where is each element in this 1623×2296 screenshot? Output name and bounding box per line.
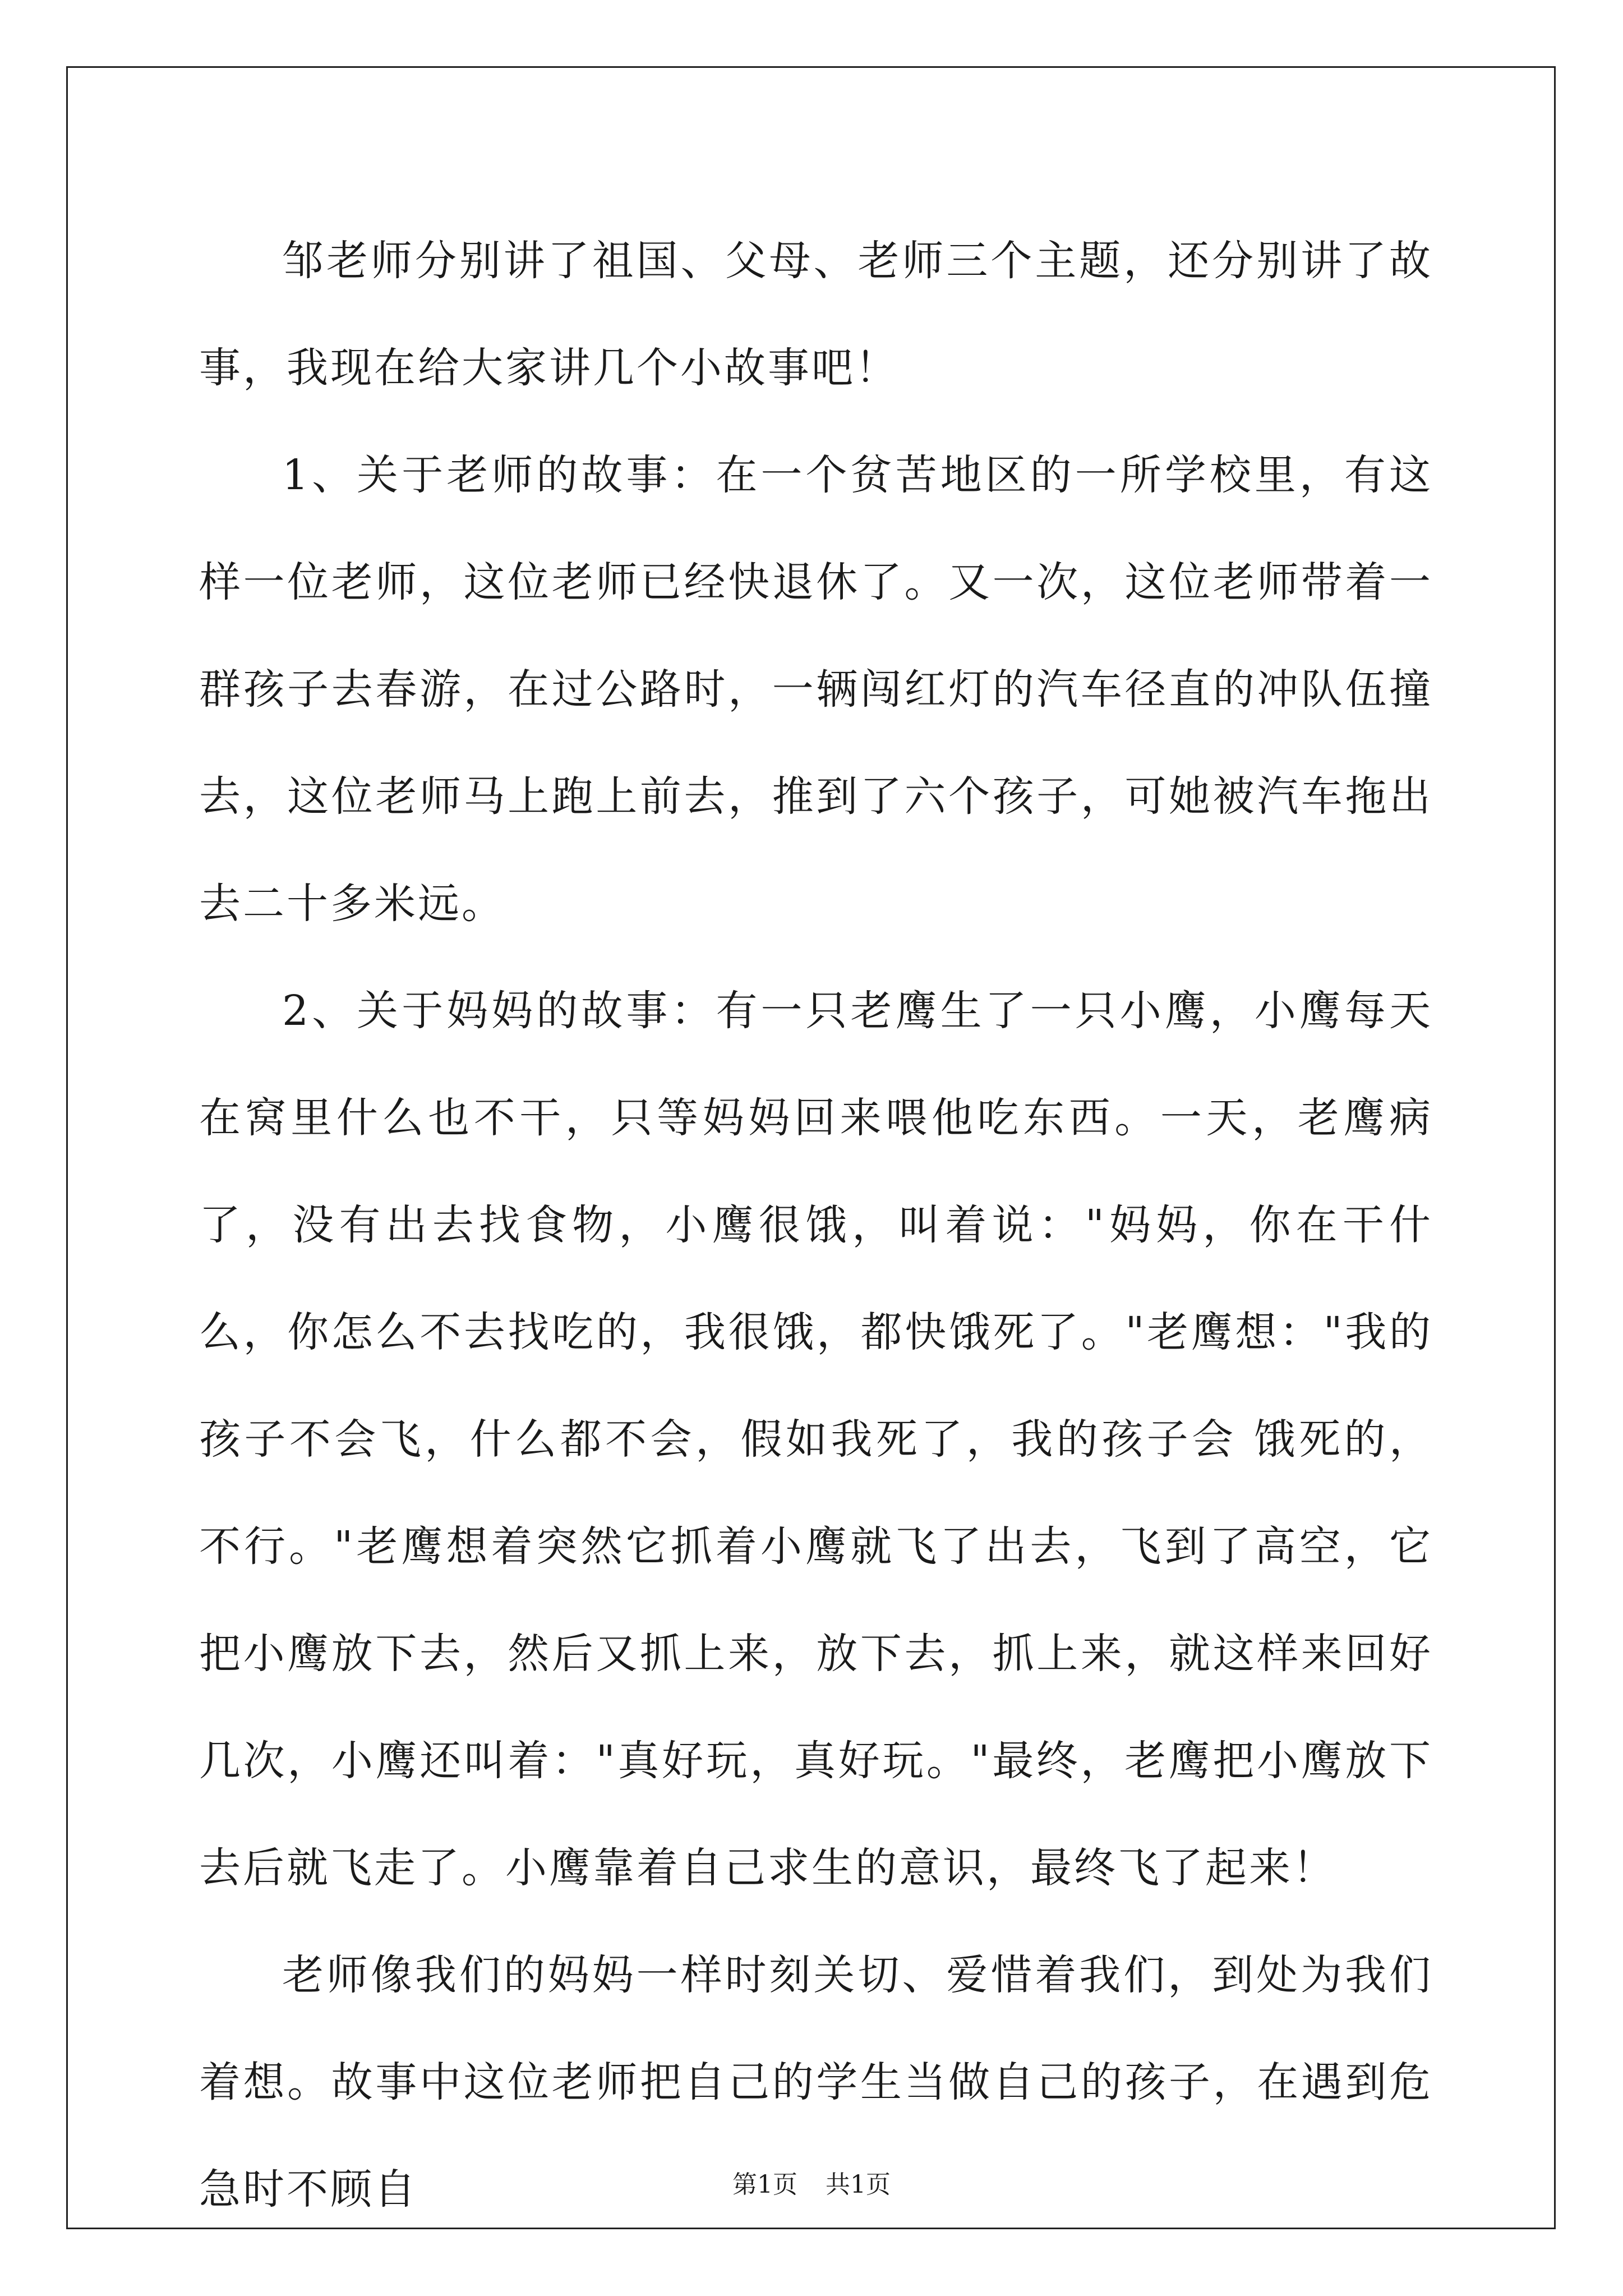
page-number: 第1页 — [732, 2170, 797, 2199]
paragraph-mother-story: 2、关于妈妈的故事：有一只老鹰生了一只小鹰，小鹰每天在窝里什么也不干，只等妈妈回来喂他吃东西。一天，老鹰病了，没有出去找食物，小鹰很饿，叫着说："妈妈，你在干什么，你怎么不去找吃的，我很饿，都快饿死了。"老鹰想："我的孩子不会飞，什么都不会，假如我死了，我的孩子会 饿死的，不行。"老鹰想着突然它抓着小鹰就飞了出去，飞到了高空，它把小鹰放下去，然后又抓上来，放下去，抓上来，就这样来回好几次，小鹰还叫着："真好玩，真好玩。"最终，老鹰把小鹰放下去后就飞走了。小鹰靠着自己求生的意识，最终飞了起来！ — [199, 987, 1433, 1892]
page-footer — [0, 2168, 1623, 2202]
paragraph-conclusion: 老师像我们的妈妈一样时刻关切、爱惜着我们，到处为我们着想。故事中这位老师把自己的学生当做自己的孩子，在遇到危急时不顾自 — [199, 1951, 1433, 2214]
page-total: 共1页 — [826, 2170, 891, 2199]
paragraph-intro: 邹老师分别讲了祖国、父母、老师三个主题，还分别讲了故事，我现在给大家讲几个小故事吧！ — [199, 237, 1433, 392]
document-body — [199, 208, 1433, 2243]
paragraph-teacher-story: 1、关于老师的故事：在一个贫苦地区的一所学校里，有这样一位老师，这位老师已经快退休了。又一次，这位老师带着一群孩子去春游，在过公路时，一辆闯红灯的汽车径直的冲队伍撞去，这位老师马上跑上前去，推到了六个孩子，可她被汽车拖出去二十多米远。 — [199, 451, 1433, 928]
